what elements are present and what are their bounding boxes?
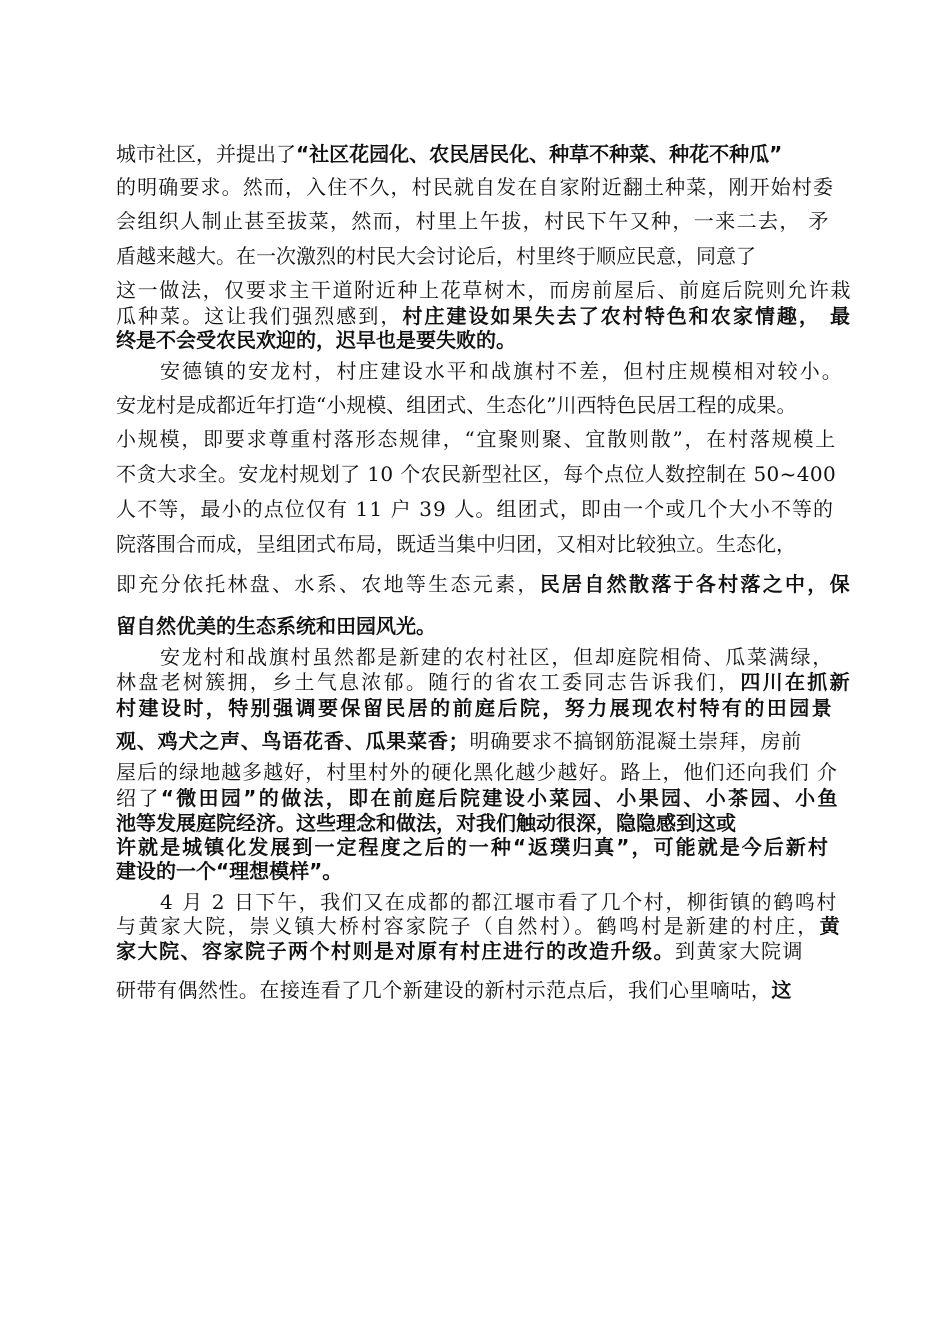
text-run: 绍了 bbox=[116, 786, 161, 810]
text-run: 的明确要求。然而，入住不久，村民就自发在自家附近翻土种菜，刚开始村委 bbox=[116, 175, 835, 199]
text-line bbox=[116, 669, 852, 695]
text-run: 4 月 2 日下午，我们又在成都的都江堰市看了几个村，柳街镇的鹤鸣村 bbox=[160, 890, 838, 914]
text-line bbox=[116, 728, 802, 754]
text-run: 与黄家大院，崇义镇大桥村容家院子（自然村）。鹤鸣村是新建的村庄， bbox=[116, 914, 820, 938]
text-line bbox=[116, 141, 782, 167]
text-run: 人不等，最小的点位仅有 11 户 39 人。组团式，即由一个或几个大小不等的 bbox=[116, 497, 835, 521]
bold-text-run: 这 bbox=[771, 978, 792, 1002]
bold-text-run: “微田园”的做法，即在前庭后院建设小菜园、小果园、小茶园、小鱼 bbox=[160, 786, 840, 810]
text-run: 屋后的绿地越多越好，村里村外的硬化黑化越少越好。路上，他们还向我们 介 bbox=[116, 760, 839, 784]
text-line bbox=[116, 243, 756, 269]
text-run: 不贪大求全。安龙村规划了 10 个农民新型社区，每个点位人数控制在 50~400 bbox=[116, 462, 837, 486]
text-run: 研带有偶然性。在接连看了几个新建设的新村示范点后，我们心里嘀咕， bbox=[116, 978, 772, 1002]
text-run: 瓜种菜。这让我们强烈感到， bbox=[116, 304, 403, 328]
text-run: 会组织人制止甚至拔菜，然而，村里上午拔，村民下午又种，一来二去， 矛 bbox=[116, 209, 830, 233]
bold-text-run: 观、鸡犬之声、鸟语花香、瓜果菜香； bbox=[116, 729, 470, 753]
text-line bbox=[160, 889, 838, 915]
text-run: 城市社区，并提出了 bbox=[116, 142, 296, 166]
text-line bbox=[116, 277, 852, 303]
text-line bbox=[160, 644, 834, 670]
text-line bbox=[116, 303, 852, 329]
text-run: 安龙村是成都近年打造“小规模、组团式、生态化”川西特色民居工程的成果。 bbox=[116, 393, 797, 417]
bold-text-run: 家大院、容家院子两个村则是对原有村庄进行的改造升级。 bbox=[116, 939, 675, 963]
bold-text-run: 池等发展庭院经济。这些理念和做法，对我们触动很深，隐隐感到这或 bbox=[116, 811, 736, 835]
bold-text-run: 终是不会受农民欢迎的，迟早也是要失败的。 bbox=[116, 328, 516, 352]
text-line bbox=[116, 695, 834, 721]
text-line bbox=[116, 327, 516, 353]
bold-text-run: 留自然优美的生态系统和田园风光。 bbox=[116, 614, 436, 638]
text-line bbox=[116, 913, 842, 939]
text-run: 即充分依托林盘、水系、农地等生态元素， bbox=[116, 572, 540, 596]
text-line bbox=[116, 613, 436, 639]
bold-text-run: 村建设时，特别强调要保留民居的前庭后院，努力展现农村特有的田园景 bbox=[116, 696, 835, 720]
text-line bbox=[116, 938, 804, 964]
bold-text-run: 黄 bbox=[819, 914, 842, 938]
text-line bbox=[116, 785, 840, 811]
text-line bbox=[116, 392, 796, 418]
text-line bbox=[116, 858, 342, 884]
text-run: 盾越来越大。在一次激烈的村民大会讨论后，村里终于顺应民意，同意了 bbox=[116, 244, 756, 268]
text-run: 安德镇的安龙村，村庄建设水平和战旗村不差，但村庄规模相对较小。 bbox=[160, 359, 844, 383]
bold-text-run: 四川在抓新 bbox=[740, 670, 852, 694]
text-line bbox=[116, 496, 834, 522]
text-line bbox=[116, 531, 796, 557]
bold-text-run: 许就是城镇化发展到一定程度之后的一种“返璞归真”，可能就是今后新村 bbox=[116, 835, 830, 859]
bold-text-run: 民居自然散落于各村落之中，保 bbox=[539, 572, 852, 596]
bold-text-run: 建设的一个“理想模样”。 bbox=[116, 859, 343, 883]
text-run: 小规模，即要求尊重村落形态规律，“宜聚则聚、宜散则散”，在村落规模上 bbox=[116, 427, 837, 451]
text-line bbox=[160, 358, 844, 384]
text-run: 这一做法，仅要求主干道附近种上花草树木，而房前屋后、前庭后院则允许栽 bbox=[116, 278, 853, 302]
text-line bbox=[116, 426, 837, 452]
text-run: 明确要求不搞钢筋混凝土崇拜，房前 bbox=[469, 729, 803, 753]
text-run: 到黄家大院调 bbox=[675, 939, 804, 963]
bold-text-run: “社区花园化、农民居民化、种草不种菜、种花不种瓜” bbox=[296, 142, 783, 166]
bold-text-run: 村庄建设如果失去了农村特色和农家情趣， 最 bbox=[402, 304, 852, 328]
text-line bbox=[116, 461, 836, 487]
text-line bbox=[116, 977, 792, 1003]
text-line bbox=[116, 571, 852, 597]
text-line bbox=[116, 834, 830, 860]
text-run: 安龙村和战旗村虽然都是新建的农村社区，但却庭院相倚、瓜菜满绿， bbox=[160, 645, 834, 669]
text-run: 院落围合而成，呈组团式布局，既适当集中归团，又相对比较独立。生态化， bbox=[116, 532, 796, 556]
text-run: 林盘老树簇拥，乡土气息浓郁。随行的省农工委同志告诉我们， bbox=[116, 670, 741, 694]
text-line bbox=[116, 208, 830, 234]
text-line bbox=[116, 810, 736, 836]
text-line bbox=[116, 759, 838, 785]
text-line bbox=[116, 174, 834, 200]
